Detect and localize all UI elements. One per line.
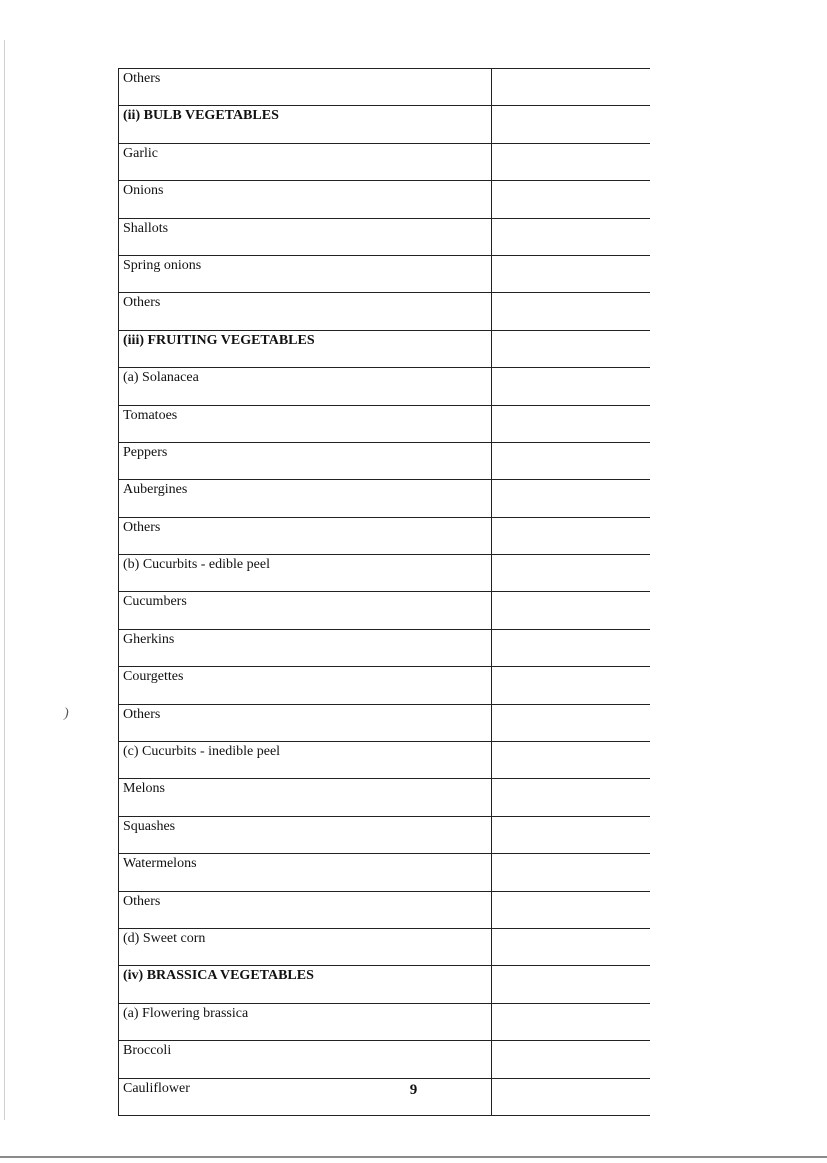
item-name-cell: Onions <box>119 181 492 218</box>
value-cell <box>492 891 651 928</box>
item-name-cell: Aubergines <box>119 480 492 517</box>
item-name-cell: Others <box>119 704 492 741</box>
item-name-cell: Squashes <box>119 816 492 853</box>
table-row <box>119 704 651 741</box>
table-row <box>119 368 651 405</box>
vegetable-table <box>118 68 650 1116</box>
item-name-cell: (d) Sweet corn <box>119 928 492 965</box>
item-name-cell: Gherkins <box>119 629 492 666</box>
value-cell <box>492 704 651 741</box>
item-name-cell: Cauliflower <box>119 1078 492 1115</box>
item-name-cell: Courgettes <box>119 667 492 704</box>
scan-artifact-paren: ) <box>64 706 69 721</box>
table-row <box>119 667 651 704</box>
item-name-cell: Others <box>119 891 492 928</box>
table-row <box>119 69 651 106</box>
value-cell <box>492 293 651 330</box>
table-row <box>119 255 651 292</box>
table-row <box>119 854 651 891</box>
value-cell <box>492 555 651 592</box>
value-cell <box>492 667 651 704</box>
vegetable-table-body <box>119 69 651 1116</box>
value-cell <box>492 480 651 517</box>
table-row <box>119 779 651 816</box>
table-row <box>119 293 651 330</box>
value-cell <box>492 368 651 405</box>
item-name-cell: Spring onions <box>119 255 492 292</box>
value-cell <box>492 181 651 218</box>
item-name-cell: Others <box>119 517 492 554</box>
value-cell <box>492 928 651 965</box>
value-cell <box>492 69 651 106</box>
table-row <box>119 816 651 853</box>
item-name-cell: Shallots <box>119 218 492 255</box>
value-cell <box>492 405 651 442</box>
item-name-cell: Broccoli <box>119 1041 492 1078</box>
value-cell <box>492 442 651 479</box>
value-cell <box>492 218 651 255</box>
item-name-cell: Others <box>119 293 492 330</box>
item-name-cell: (c) Cucurbits - inedible peel <box>119 742 492 779</box>
item-name-cell: Cucumbers <box>119 592 492 629</box>
table-row <box>119 218 651 255</box>
value-cell <box>492 854 651 891</box>
value-cell <box>492 816 651 853</box>
table-row <box>119 1041 651 1078</box>
table-row <box>119 629 651 666</box>
table-row <box>119 592 651 629</box>
scan-margin-line <box>4 40 5 1120</box>
table-row <box>119 555 651 592</box>
value-cell <box>492 966 651 1003</box>
table-row <box>119 1003 651 1040</box>
table-row <box>119 480 651 517</box>
table-row <box>119 966 651 1003</box>
value-cell <box>492 1041 651 1078</box>
table-row <box>119 891 651 928</box>
value-cell <box>492 592 651 629</box>
value-cell <box>492 779 651 816</box>
page-number: 9 <box>409 1082 418 1098</box>
category-heading-cell: (iv) BRASSICA VEGETABLES <box>119 966 492 1003</box>
value-cell <box>492 330 651 367</box>
table-row <box>119 106 651 143</box>
category-heading-cell: (ii) BULB VEGETABLES <box>119 106 492 143</box>
value-cell <box>492 143 651 180</box>
page-bottom-rule <box>0 1156 827 1158</box>
value-cell <box>492 106 651 143</box>
table-row <box>119 143 651 180</box>
item-name-cell: Others <box>119 69 492 106</box>
item-name-cell: Melons <box>119 779 492 816</box>
value-cell <box>492 1003 651 1040</box>
item-name-cell: Peppers <box>119 442 492 479</box>
item-name-cell: Garlic <box>119 143 492 180</box>
value-cell <box>492 629 651 666</box>
table-row <box>119 517 651 554</box>
value-cell <box>492 255 651 292</box>
value-cell <box>492 742 651 779</box>
value-cell <box>492 517 651 554</box>
item-name-cell: Watermelons <box>119 854 492 891</box>
table-row <box>119 928 651 965</box>
table-row <box>119 405 651 442</box>
table-row <box>119 330 651 367</box>
table-row <box>119 181 651 218</box>
table-row <box>119 742 651 779</box>
category-heading-cell: (iii) FRUITING VEGETABLES <box>119 330 492 367</box>
item-name-cell: (b) Cucurbits - edible peel <box>119 555 492 592</box>
table-row <box>119 442 651 479</box>
item-name-cell: Tomatoes <box>119 405 492 442</box>
item-name-cell: (a) Solanacea <box>119 368 492 405</box>
item-name-cell: (a) Flowering brassica <box>119 1003 492 1040</box>
